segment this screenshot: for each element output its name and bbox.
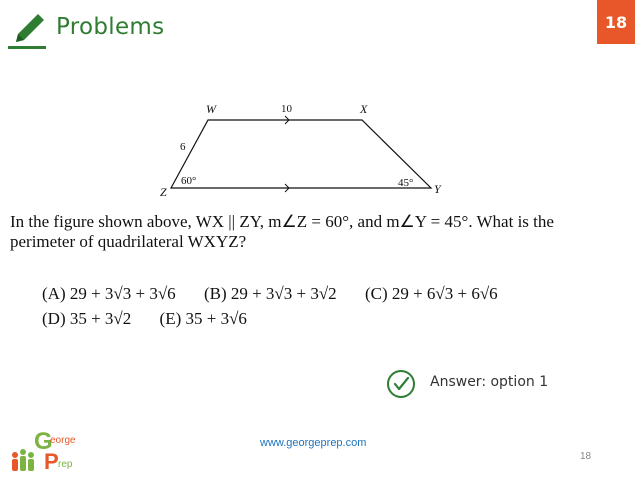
svg-text:P: P <box>44 449 59 474</box>
svg-text:eorge: eorge <box>50 435 76 446</box>
choice-c[interactable]: (C) 29 + 6√3 + 6√6 <box>364 284 498 303</box>
vertex-label-x: X <box>360 102 368 116</box>
trapezoid-figure <box>150 98 450 198</box>
georgeprep-logo <box>10 425 90 475</box>
svg-text:rep: rep <box>58 459 73 470</box>
vertex-label-y: Y <box>434 182 441 196</box>
vertex-label-z: Z <box>160 185 167 198</box>
page-title: Problems <box>56 14 165 40</box>
angle-z-label: 60° <box>181 175 197 187</box>
choice-e[interactable]: (E) 35 + 3√6 <box>159 309 247 328</box>
answer-text: Answer: option 1 <box>430 374 549 390</box>
question-text <box>10 212 630 252</box>
website-link[interactable]: www.georgeprep.com <box>260 437 367 449</box>
checkmark-circle-icon <box>386 369 416 399</box>
choice-b[interactable]: (B) 29 + 3√3 + 3√2 <box>203 284 337 303</box>
trapezoid-shape <box>171 120 431 188</box>
vertex-label-w: W <box>206 102 216 116</box>
question-line-1: In the figure shown above, WX || ZY, m∠Z = 60°, and m∠Y = 45°. What is the <box>10 212 554 231</box>
pencil-icon <box>8 12 48 50</box>
choices-row-2 <box>42 306 602 331</box>
side-length-label: 6 <box>180 141 186 153</box>
question-line-2: perimeter of quadrilateral WXYZ? <box>10 232 247 251</box>
choice-a[interactable]: (A) 29 + 3√3 + 3√6 <box>42 284 176 303</box>
top-length-label: 10 <box>281 103 292 115</box>
slide-number-badge: 18 <box>597 0 635 44</box>
choices-row-1 <box>42 281 602 306</box>
choice-d[interactable]: (D) 35 + 3√2 <box>42 309 132 328</box>
angle-y-label: 45° <box>398 177 414 189</box>
svg-text:G: G <box>34 428 53 455</box>
page-number: 18 <box>580 451 592 462</box>
answer-choices <box>42 281 602 331</box>
